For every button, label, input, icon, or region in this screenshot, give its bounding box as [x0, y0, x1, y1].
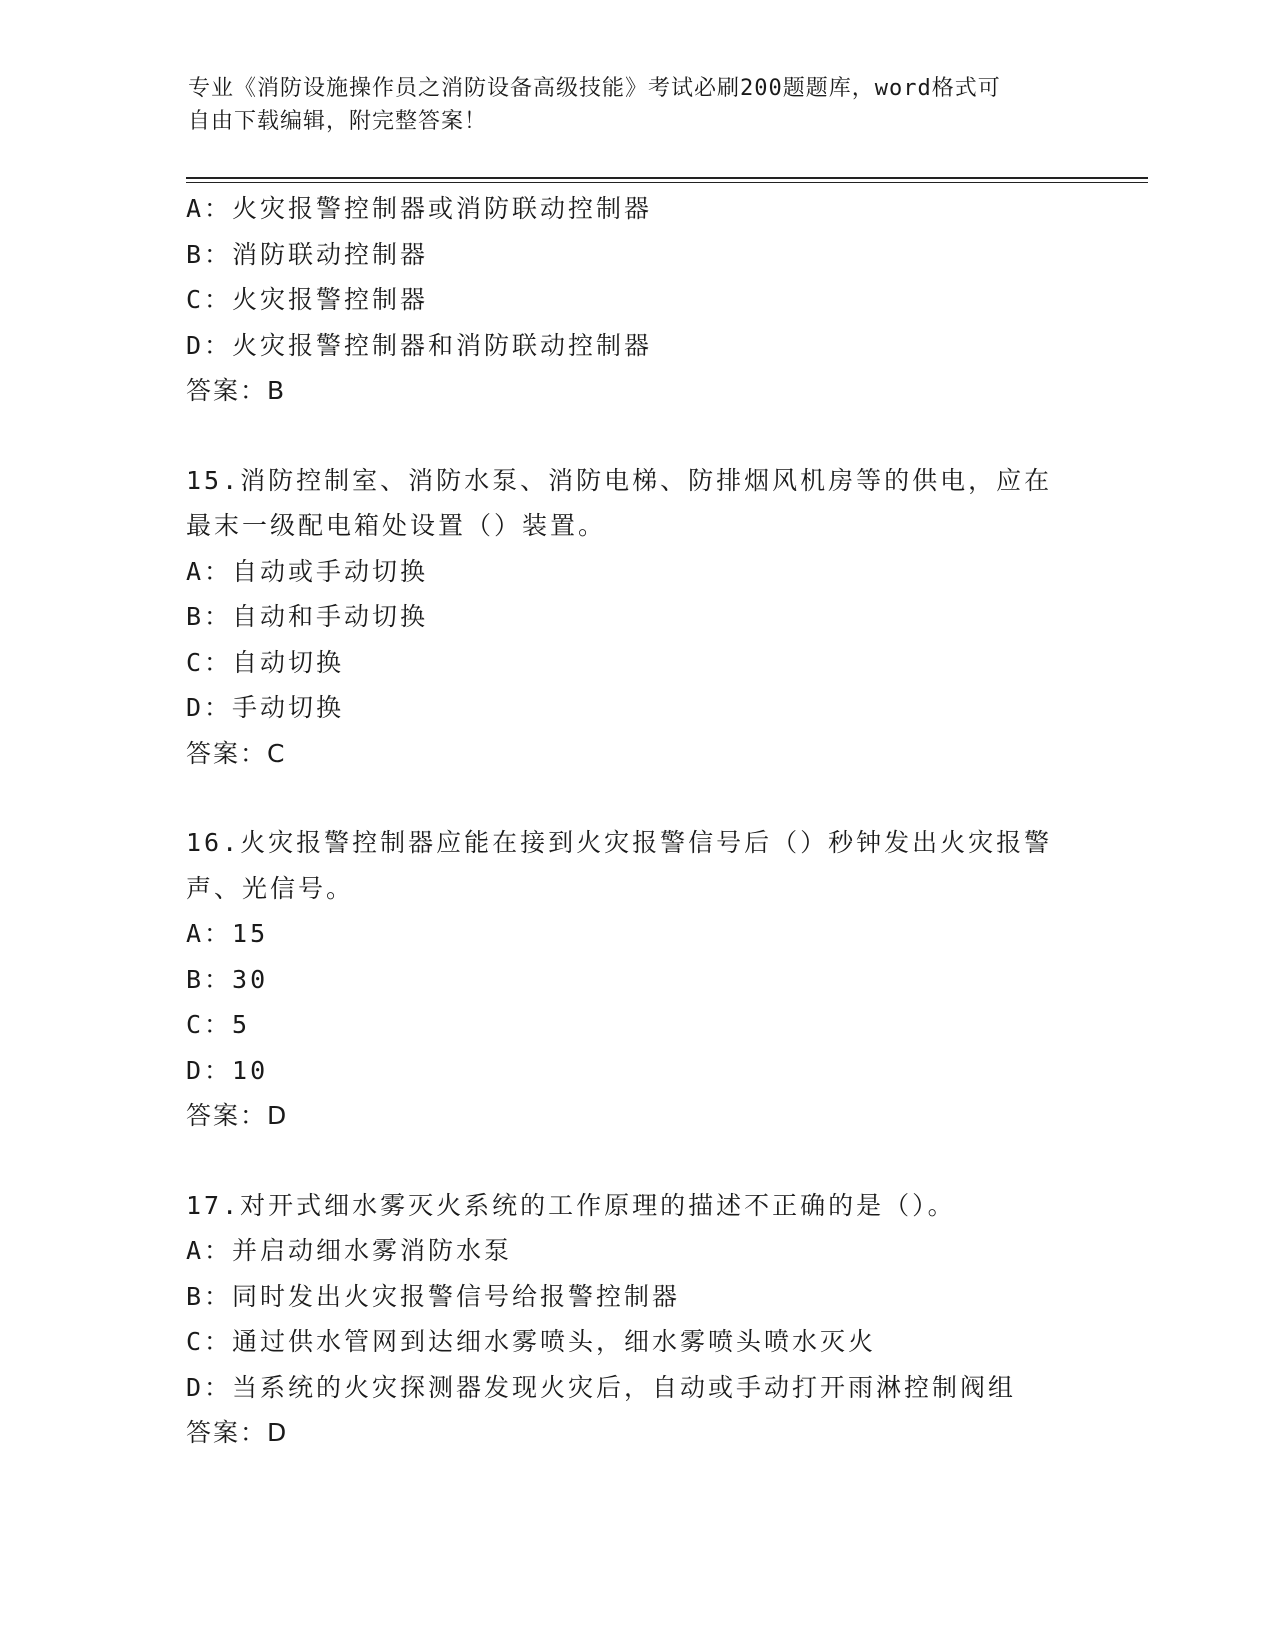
option-a: A：火灾报警控制器或消防联动控制器 — [186, 194, 653, 223]
answer: 答案：D — [186, 1101, 289, 1130]
question-16 — [186, 820, 1086, 1139]
answer: 答案：C — [186, 738, 287, 768]
option-a: A：并启动细水雾消防水泵 — [186, 1236, 513, 1265]
option-c: C：自动切换 — [186, 647, 345, 677]
option-d: D：当系统的火灾探测器发现火灾后，自动或手动打开雨淋控制阀组 — [186, 1372, 1017, 1402]
option-b: B：消防联动控制器 — [186, 239, 429, 269]
question-15 — [186, 458, 1086, 777]
header-divider-thick — [186, 177, 1148, 179]
option-d: D：手动切换 — [186, 693, 345, 722]
option-a: A：自动或手动切换 — [186, 556, 429, 586]
spacer — [186, 776, 1086, 820]
option-c: C：5 — [186, 1010, 251, 1039]
answer: 答案：D — [186, 1418, 289, 1447]
header-line-2: 自由下载编辑，附完整答案！ — [188, 109, 488, 134]
option-b: B：30 — [186, 964, 269, 994]
answer: 答案：B — [186, 376, 287, 405]
option-a: A：15 — [186, 919, 269, 948]
question-stem: 声、光信号。 — [186, 873, 355, 903]
document-header — [188, 72, 1068, 138]
question-stem: 15.消防控制室、消防水泵、消防电梯、防排烟风机房等的供电，应在 — [186, 465, 1053, 495]
option-c: C：火灾报警控制器 — [186, 285, 429, 314]
header-line-1: 专业《消防设施操作员之消防设备高级技能》考试必刷200题题库，word格式可 — [188, 76, 1001, 101]
option-c: C：通过供水管网到达细水雾喷头，细水雾喷头喷水灭火 — [186, 1327, 877, 1356]
option-b: B：自动和手动切换 — [186, 602, 429, 631]
question-14 — [186, 186, 1086, 414]
question-stem: 16.火灾报警控制器应能在接到火灾报警信号后（）秒钟发出火灾报警 — [186, 828, 1053, 857]
header-divider-thin — [186, 182, 1148, 183]
question-stem: 17.对开式细水雾灭火系统的工作原理的描述不正确的是（）。 — [186, 1190, 956, 1220]
question-list — [186, 186, 1086, 1456]
option-b: B：同时发出火灾报警信号给报警控制器 — [186, 1281, 681, 1311]
option-d: D：10 — [186, 1055, 269, 1085]
option-d: D：火灾报警控制器和消防联动控制器 — [186, 330, 653, 360]
question-17 — [186, 1183, 1086, 1456]
spacer — [186, 414, 1086, 458]
spacer — [186, 1139, 1086, 1183]
question-stem: 最末一级配电箱处设置（）装置。 — [186, 511, 607, 540]
